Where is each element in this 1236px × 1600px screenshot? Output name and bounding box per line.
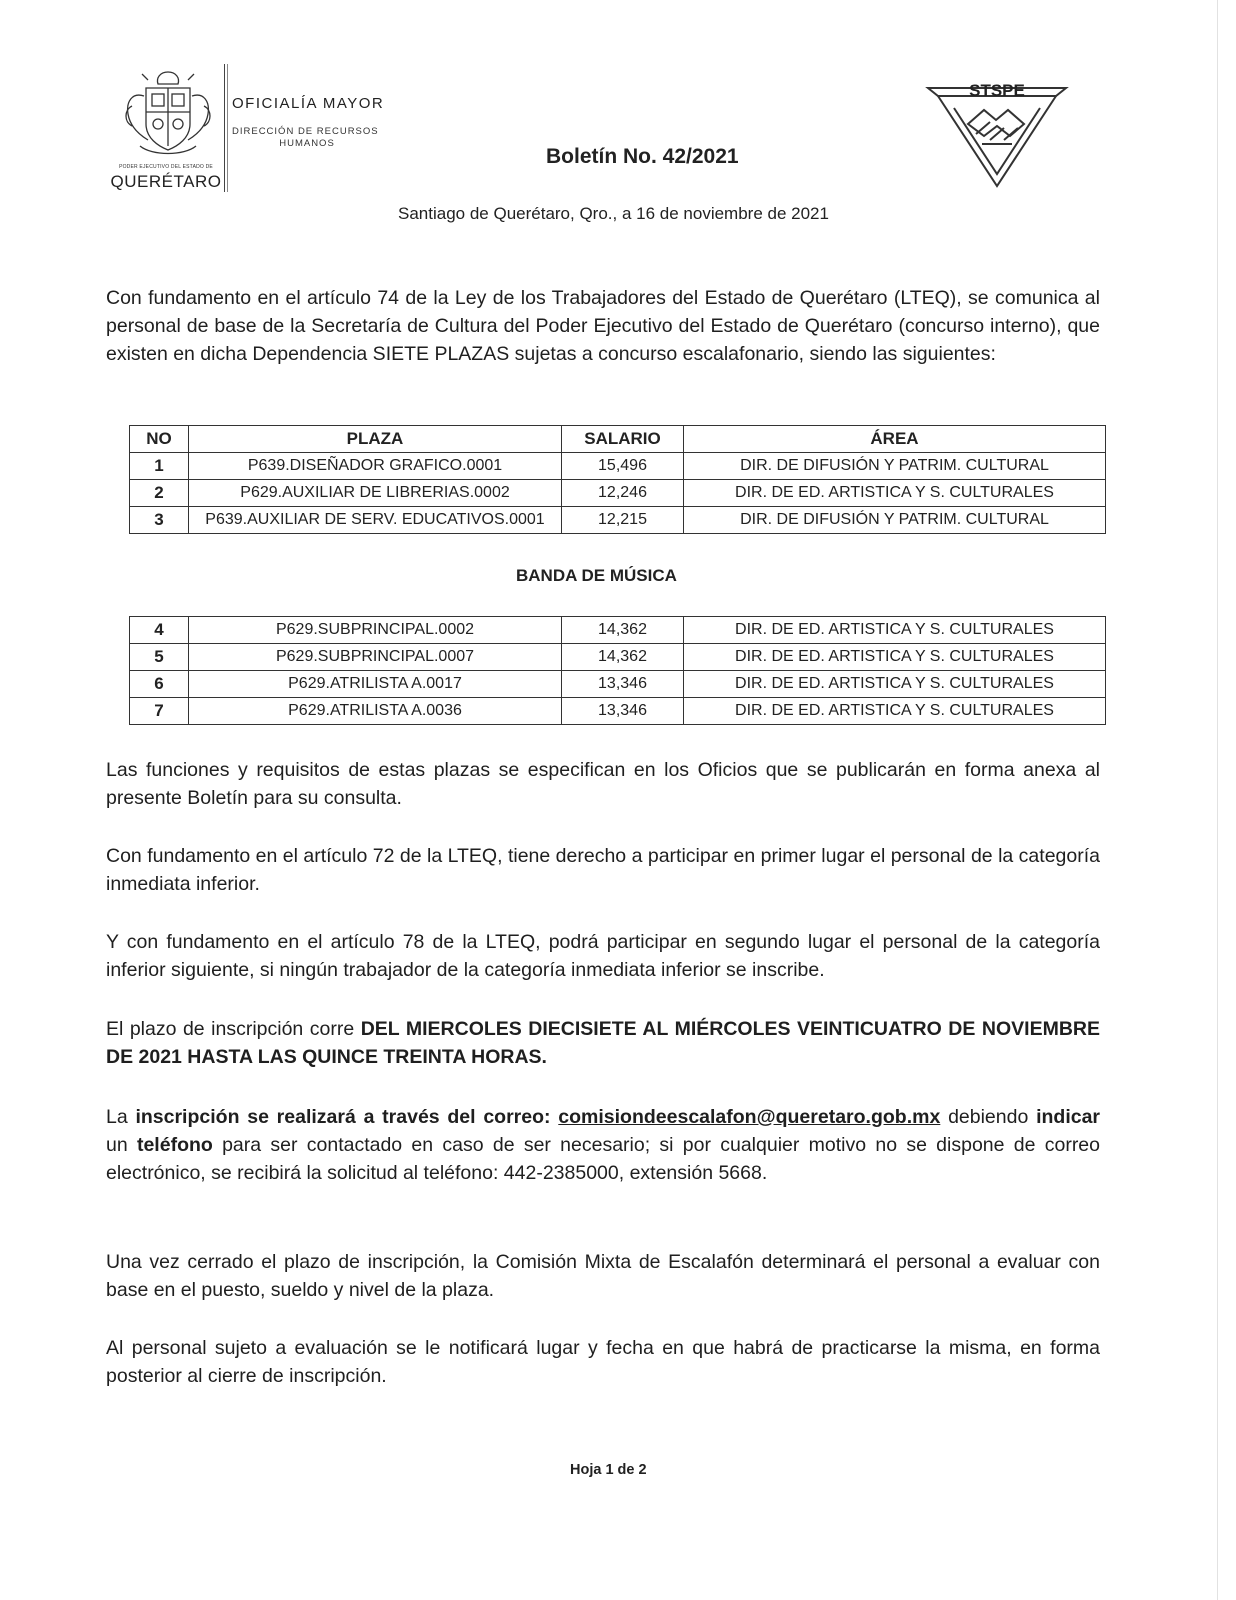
- header-divider-inner: [227, 64, 228, 192]
- reg-bold-3: teléfono: [136, 1134, 213, 1156]
- cell-plaza: P629.ATRILISTA A.0036: [189, 698, 562, 725]
- cell-salario: 14,362: [562, 617, 684, 644]
- cell-salario: 13,346: [562, 698, 684, 725]
- table-row: [130, 507, 1106, 534]
- registration-paragraph: [106, 1103, 1100, 1187]
- functions-paragraph: Las funciones y requisitos de estas plazas se especifican en los Oficios que se publicarán en forma anexa al presente Boletín para su consulta.: [106, 759, 1100, 809]
- table-row: [130, 698, 1106, 725]
- cell-no: 3: [130, 507, 189, 534]
- registration-email-link[interactable]: comisiondeescalafon@queretaro.gob.mx: [558, 1106, 941, 1128]
- cell-plaza: P629.SUBPRINCIPAL.0007: [189, 644, 562, 671]
- page-edge-line: [1217, 0, 1218, 1600]
- cell-area: DIR. DE ED. ARTISTICA Y S. CULTURALES: [684, 617, 1106, 644]
- article-72-paragraph: Con fundamento en el artículo 72 de la LTEQ, tiene derecho a participar en primer lugar el personal de la categoría inmediata inferior.: [106, 845, 1100, 895]
- cell-area: DIR. DE ED. ARTISTICA Y S. CULTURALES: [684, 644, 1106, 671]
- plazas-table: [129, 425, 1106, 534]
- header-no: NO: [130, 426, 189, 453]
- deadline-dates: DEL MIERCOLES DIECISIETE AL MIÉRCOLES VEINTICUATRO DE NOVIEMBRE DE 2021 HASTA LAS QUINCE TREINTA HORAS.: [106, 1018, 1100, 1068]
- cell-plaza: P629.AUXILIAR DE LIBRERIAS.0002: [189, 480, 562, 507]
- cell-area: DIR. DE ED. ARTISTICA Y S. CULTURALES: [684, 671, 1106, 698]
- article-78-paragraph: Y con fundamento en el artículo 78 de la LTEQ, podrá participar en segundo lugar el personal de la categoría inferior siguiente, si ningún trabajador de la categoría inmediata inferior se inscribe.: [106, 931, 1100, 981]
- cell-area: DIR. DE DIFUSIÓN Y PATRIM. CULTURAL: [684, 507, 1106, 534]
- reg-bold-2: indicar: [1036, 1106, 1101, 1128]
- header-plaza: PLAZA: [189, 426, 562, 453]
- cell-no: 5: [130, 644, 189, 671]
- reg-bold-1: inscripción se realizará a través del correo:: [135, 1106, 551, 1128]
- intro-paragraph: Con fundamento en el artículo 74 de la Ley de los Trabajadores del Estado de Querétaro (LTEQ), se comunica al personal de base de la Secretaría de Cultura del Poder Ejecutivo del Estado de Querétaro (concurso interno), que existen en dicha Dependencia SIETE PLAZAS sujetas a concurso escalafonario, siendo las siguientes:: [106, 287, 1100, 365]
- cell-plaza: P639.AUXILIAR DE SERV. EDUCATIVOS.0001: [189, 507, 562, 534]
- cell-salario: 13,346: [562, 671, 684, 698]
- header-divider: [224, 64, 225, 192]
- table-row: [130, 617, 1106, 644]
- cell-salario: 15,496: [562, 453, 684, 480]
- table-row: [130, 671, 1106, 698]
- reg-text-4: un: [106, 1134, 137, 1156]
- bulletin-number: Boletín No. 42/2021: [546, 145, 739, 168]
- stspe-union-logo: [924, 78, 1070, 190]
- cell-area: DIR. DE DIFUSIÓN Y PATRIM. CULTURAL: [684, 453, 1106, 480]
- cell-plaza: P629.SUBPRINCIPAL.0002: [189, 617, 562, 644]
- cell-no: 7: [130, 698, 189, 725]
- closing-paragraph: Una vez cerrado el plazo de inscripción, la Comisión Mixta de Escalafón determinará el personal a evaluar con base en el puesto, sueldo y nivel de la plaza.: [106, 1251, 1100, 1301]
- cell-salario: 14,362: [562, 644, 684, 671]
- cell-salario: 12,215: [562, 507, 684, 534]
- cell-no: 4: [130, 617, 189, 644]
- cell-no: 2: [130, 480, 189, 507]
- office-subtitle: [232, 126, 392, 150]
- cell-area: DIR. DE ED. ARTISTICA Y S. CULTURALES: [684, 480, 1106, 507]
- reg-text-1: La: [106, 1106, 136, 1128]
- cell-plaza: P639.DISEÑADOR GRAFICO.0001: [189, 453, 562, 480]
- cell-salario: 12,246: [562, 480, 684, 507]
- seal-caption: PODER EJECUTIVO DEL ESTADO DE: [119, 164, 213, 170]
- seal-state-name: QUERÉTARO: [110, 172, 222, 191]
- band-section-title: BANDA DE MÚSICA: [516, 566, 677, 585]
- deadline-paragraph: [106, 1015, 1100, 1071]
- state-seal-logo: [118, 66, 218, 162]
- deadline-lead: El plazo de inscripción corre: [106, 1018, 361, 1040]
- table-row: [130, 453, 1106, 480]
- page-footer: Hoja 1 de 2: [570, 1462, 647, 1478]
- cell-no: 6: [130, 671, 189, 698]
- logo-text: STSPE: [969, 81, 1025, 100]
- header-area: ÁREA: [684, 426, 1106, 453]
- dateline: Santiago de Querétaro, Qro., a 16 de noviembre de 2021: [398, 204, 829, 223]
- table-row: [130, 644, 1106, 671]
- reg-text-5: para ser contactado en caso de ser necesario; si por cualquier motivo no se dispone de correo electrónico, se recibirá la solicitud al teléfono: 442-2385000, extensión 5668.: [106, 1134, 1101, 1184]
- cell-plaza: P629.ATRILISTA A.0017: [189, 671, 562, 698]
- office-title: OFICIALÍA MAYOR: [232, 95, 385, 112]
- table-header-row: [130, 426, 1106, 453]
- office-subtitle-line2: HUMANOS: [279, 138, 335, 149]
- evaluation-paragraph: Al personal sujeto a evaluación se le notificará lugar y fecha en que habrá de practicarse la misma, en forma posterior al cierre de inscripción.: [106, 1337, 1100, 1387]
- reg-text-3: debiendo: [940, 1106, 1037, 1128]
- cell-area: DIR. DE ED. ARTISTICA Y S. CULTURALES: [684, 698, 1106, 725]
- table-row: [130, 480, 1106, 507]
- cell-no: 1: [130, 453, 189, 480]
- office-subtitle-line1: DIRECCIÓN DE RECURSOS: [232, 126, 379, 137]
- header-salario: SALARIO: [562, 426, 684, 453]
- band-plazas-table: [129, 616, 1106, 725]
